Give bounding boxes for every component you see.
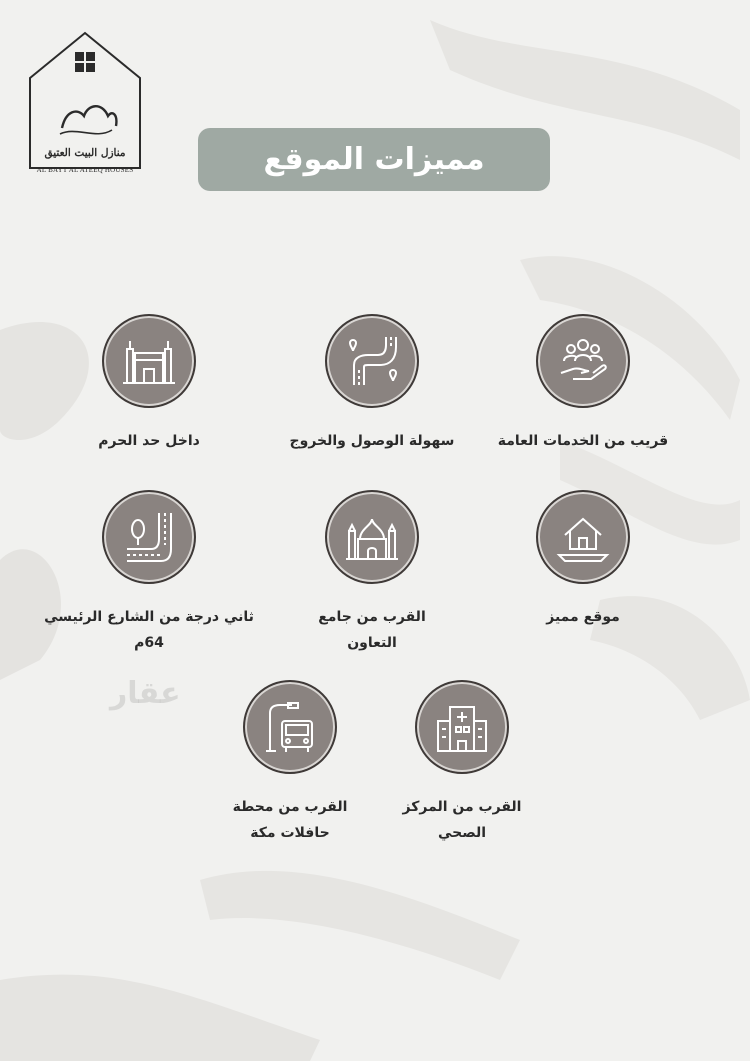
logo-english-name: AL BAYT AL ATEEQ HOUSES <box>36 166 134 174</box>
company-logo <box>26 30 144 174</box>
feature-label: سهولة الوصول والخروج <box>289 433 455 449</box>
section-title-banner <box>198 128 550 191</box>
feature-icon-circle <box>243 680 337 774</box>
feature-icon-circle <box>102 490 196 584</box>
mosque-icon <box>344 509 400 565</box>
feature-near-mosque <box>252 490 492 656</box>
feature-label: قريب من الخدمات العامة <box>497 433 669 449</box>
feature-label: القرب من المركز الصحي <box>402 799 522 841</box>
feature-label: القرب من محطة حافلات مكة <box>232 799 348 841</box>
feature-icon-circle <box>325 490 419 584</box>
feature-icon-circle <box>325 314 419 408</box>
hospital-icon <box>434 699 490 755</box>
kaaba-icon <box>121 333 177 389</box>
feature-icon-circle <box>415 680 509 774</box>
bus-station-icon <box>262 699 318 755</box>
feature-public-services <box>463 314 703 454</box>
feature-icon-circle <box>536 314 630 408</box>
feature-label: داخل حد الحرم <box>98 433 200 449</box>
watermark: عقار <box>110 676 181 711</box>
feature-icon-circle <box>536 490 630 584</box>
logo-arabic-name: منازل البيت العتيق <box>44 147 126 159</box>
people-hand-icon <box>555 333 611 389</box>
feature-icon-circle <box>102 314 196 408</box>
feature-main-street <box>29 490 269 656</box>
section-title: مميزات الموقع <box>263 142 485 177</box>
street-tree-icon <box>121 509 177 565</box>
feature-label: موقع مميز <box>546 609 620 625</box>
feature-near-bus-station <box>170 680 410 846</box>
feature-label: القرب من جامع التعاون <box>318 609 426 651</box>
feature-prime-location <box>463 490 703 630</box>
feature-inside-haram <box>29 314 269 454</box>
feature-label: ثاني درجة من الشارع الرئيسي 64م <box>44 609 254 651</box>
feature-easy-access <box>252 314 492 454</box>
road-route-icon <box>344 333 400 389</box>
house-icon <box>555 509 611 565</box>
